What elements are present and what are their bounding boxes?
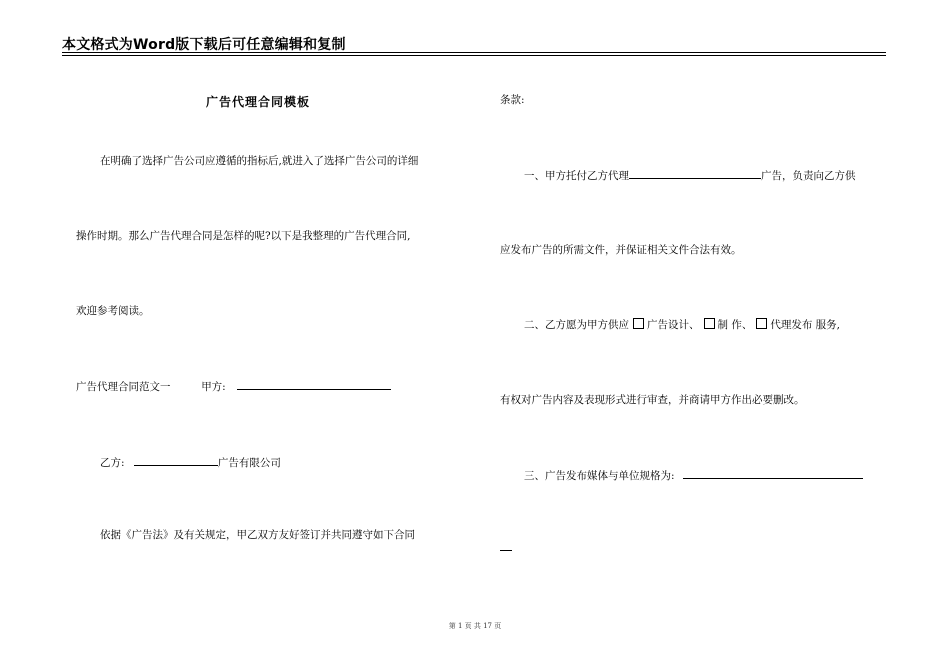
party-a-blank — [237, 378, 391, 390]
header-rule-thin — [62, 55, 886, 56]
item1-suffix: 广告，负责向乙方供 — [761, 170, 856, 182]
checkbox-publish[interactable] — [756, 318, 767, 329]
intro-line-1: 在明确了选择广告公司应遵循的指标后,就进入了选择广告公司的详细 — [100, 155, 419, 167]
item1-blank — [629, 167, 761, 179]
document-header: 本文格式为Word版下载后可任意编辑和复制 — [62, 37, 346, 53]
party-b-line — [100, 454, 281, 470]
intro-line-2: 操作时期。那么广告代理合同是怎样的呢?以下是我整理的广告代理合同, — [76, 230, 411, 242]
intro-line-3: 欢迎参考阅读。 — [76, 305, 150, 317]
document-title: 广告代理合同模板 — [206, 95, 311, 109]
party-b-label: 乙方: — [100, 457, 125, 469]
item2-opt2: 制 作、 — [717, 319, 753, 331]
header-rule-thick — [62, 52, 886, 53]
checkbox-production[interactable] — [704, 318, 715, 329]
party-b-suffix: 广告有限公司 — [217, 457, 281, 469]
item3-line — [524, 467, 863, 483]
item1-prefix: 一、甲方托付乙方代理 — [524, 170, 629, 182]
item1-line-1 — [524, 167, 856, 183]
basis-line: 依据《广告法》及有关规定，甲乙双方友好签订并共同遵守如下合同 — [100, 529, 415, 541]
clause-word: 条款: — [500, 94, 525, 106]
sample-heading — [76, 378, 391, 394]
item3-prefix: 三、广告发布媒体与单位规格为: — [524, 470, 675, 482]
party-a-label: 甲方: — [201, 381, 226, 393]
dash-mark — [500, 550, 512, 551]
item2-opt1: 广告设计、 — [647, 319, 700, 331]
party-b-blank — [134, 454, 218, 466]
item2-line-1 — [524, 318, 840, 332]
item2-opt3: 代理发布 服务, — [770, 319, 841, 331]
item2-line-2: 有权对广告内容及表现形式进行审查，并商请甲方作出必要删改。 — [500, 394, 805, 406]
checkbox-design[interactable] — [633, 318, 644, 329]
sample-label: 广告代理合同范文一 — [76, 381, 171, 393]
page-footer: 第 1 页 共 17 页 — [448, 622, 502, 630]
item1-line-2: 应发布广告的所需文件，并保证相关文件合法有效。 — [500, 244, 742, 256]
item2-prefix: 二、乙方愿为甲方供应 — [524, 319, 629, 331]
item3-blank — [683, 467, 863, 479]
